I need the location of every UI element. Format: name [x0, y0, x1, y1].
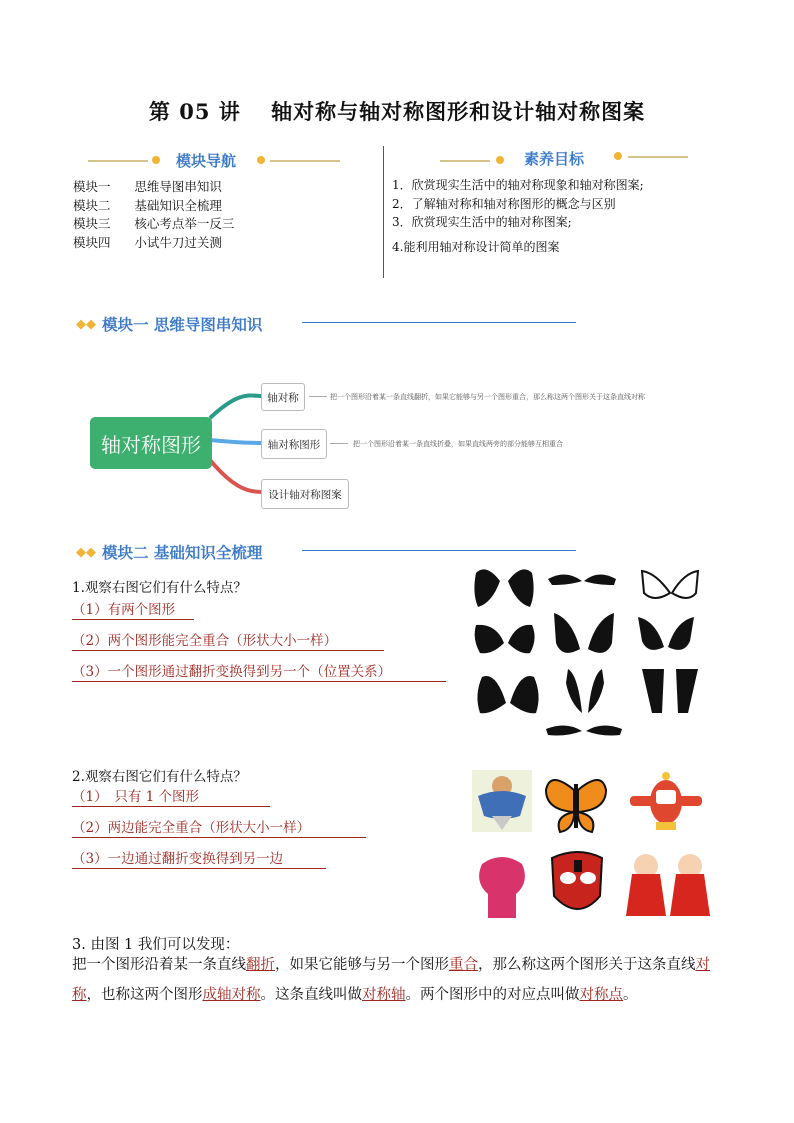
keyword-axis: 对称轴 [362, 987, 406, 1003]
module2-title: 模块二 基础知识全梳理 [102, 544, 263, 562]
symmetric-figures-image [470, 766, 714, 926]
goal-item: 4.能利用轴对称设计简单的图案 [392, 239, 560, 254]
keyword-fold: 翻折 [246, 957, 275, 973]
nav-dot-left [152, 156, 160, 164]
keyword-axis-symmetric: 成轴对称 [202, 987, 261, 1003]
q1-answer-3: （3）一个图形通过翻折变换得到另一个（位置关系） [72, 660, 446, 682]
q2-answer-3: （3）一边通过翻折变换得到另一边 [72, 847, 326, 869]
mindmap-desc-line-2 [330, 443, 348, 444]
module1-header [76, 313, 262, 335]
module1-title: 模块一 思维导图串知识 [102, 316, 263, 334]
mindmap-root: 轴对称图形 [90, 417, 212, 469]
diamond-icon: ◆◆ [76, 544, 96, 560]
mindmap-desc-line-1 [309, 396, 327, 397]
q1-question: 1.观察右图它们有什么特点？ [72, 580, 247, 596]
mindmap-node-axis-figure: 轴对称图形 [261, 429, 327, 459]
nav-divider-right [270, 160, 340, 162]
nav-dot-right [257, 156, 265, 164]
goals-dot-left [496, 156, 504, 164]
mindmap-desc-2: 把一个图形沿着某一条直线折叠，如果直线两旁的部分能够互相重合 [353, 440, 563, 448]
module2-rule [302, 550, 576, 551]
branch-line-1 [210, 395, 262, 418]
column-divider [383, 146, 384, 278]
goal-item: 2．了解轴对称和轴对称图形的概念与区别 [392, 196, 616, 211]
diamond-icon: ◆◆ [76, 316, 96, 332]
page-title: 第 05 讲 轴对称与轴对称图形和设计轴对称图案 [148, 99, 646, 124]
q3-intro: 3. 由图 1 我们可以发现： [72, 937, 240, 953]
nav-item: 模块一 思维导图串知识 [73, 179, 222, 194]
q2-answer-2: （2）两边能完全重合（形状大小一样） [72, 816, 366, 838]
keyword-symmetric: 对称 [72, 957, 710, 1003]
goals-dot-right [614, 152, 622, 160]
q2-question: 2.观察右图它们有什么特点？ [72, 769, 247, 785]
branch-line-3 [210, 460, 262, 492]
nav-item: 模块三 核心考点举一反三 [73, 216, 235, 231]
goals-heading: 素养目标 [524, 150, 585, 168]
keyword-symmetric-point: 对称点 [579, 987, 623, 1003]
nav-list [73, 178, 234, 252]
goal-item: 1．欣赏现实生活中的轴对称现象和轴对称图案; [392, 178, 644, 192]
mindmap-node-design: 设计轴对称图案 [261, 479, 349, 509]
nav-heading: 模块导航 [176, 152, 237, 170]
q3-paragraph: 把一个图形沿着某一条直线翻折，如果它能够与另一个图形重合，那么称这两个图形关于这条直线对称，也称这两个图形成轴对称。这条直线叫做对称轴。两个图形中的对应点叫做对称点。 [72, 957, 710, 1003]
goals-divider-right [628, 156, 688, 158]
nav-item: 模块二 基础知识全梳理 [73, 197, 222, 213]
goal-item: 3．欣赏现实生活中的轴对称图案; [392, 215, 572, 229]
nav-item: 模块四 小试牛刀过关测 [73, 234, 222, 250]
keyword-coincide: 重合 [449, 957, 478, 973]
goals-list [392, 176, 732, 256]
q2-answer-1: （1） 只有 1 个图形 [72, 785, 270, 807]
mindmap-node-axis-symmetry: 轴对称 [261, 383, 305, 411]
goals-divider-left [440, 160, 490, 162]
module1-rule [302, 322, 576, 323]
wings-image [466, 563, 702, 741]
module2-header [76, 541, 262, 563]
q1-answer-2: （2）两个图形能完全重合（形状大小一样） [72, 629, 384, 651]
nav-divider-left [88, 160, 148, 162]
mindmap-desc-1: 把一个图形沿着某一条直线翻折，如果它能够与另一个图形重合，那么称这两个图形关于这条直线对称 [330, 393, 645, 401]
branch-line-2 [210, 440, 262, 443]
q1-answer-1: （1）有两个图形 [72, 598, 194, 620]
